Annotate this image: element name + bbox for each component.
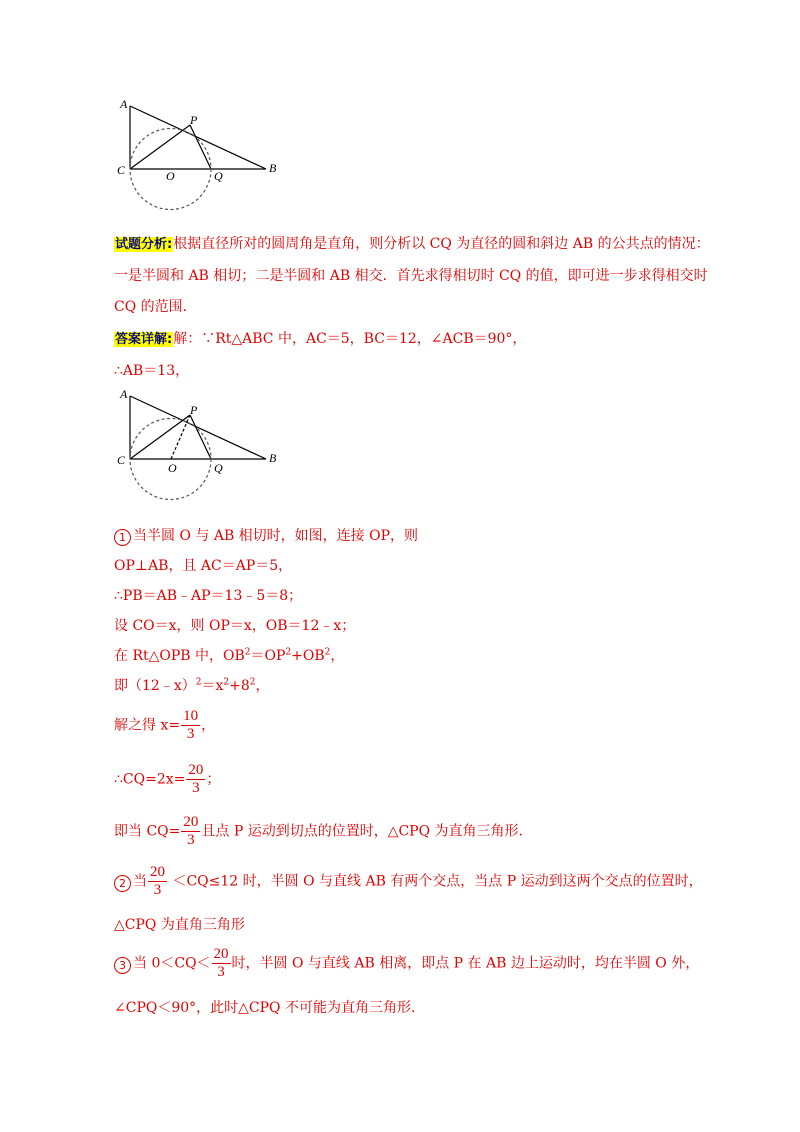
label-A: A bbox=[120, 387, 128, 401]
fraction-20-3: $\frac{20}{3}$ bbox=[183, 814, 199, 848]
answer-line-2: ∴AB＝13， bbox=[114, 363, 190, 379]
case1-line-3: ∴PB＝AB﹣AP＝13﹣5＝8； bbox=[114, 588, 303, 604]
case1-line-1: 1 当半圆 O 与 AB 相切时，如图，连接 OP，则 bbox=[114, 526, 418, 546]
case3-line-1: 3 当 0＜CQ＜ $\frac{20}{3}$ 时，半圆 O 与直线 AB 相离，即点 P 在 AB 边上运动时，均在半圆 O 外， bbox=[114, 946, 699, 981]
label-O: O bbox=[168, 461, 177, 475]
fraction-20-3: $\frac{20}{3}$ bbox=[213, 946, 229, 980]
case1-line-5: 在 Rt△OPB 中，$OB^2=OP^2+OB^2$， bbox=[114, 647, 345, 664]
label-B: B bbox=[269, 451, 277, 465]
fraction-20-3: $\frac{20}{3}$ bbox=[150, 864, 165, 898]
case1-line-4: 设 CO＝x，则 OP＝x，OB＝12﹣x； bbox=[114, 618, 356, 634]
analysis-tag: 试题分析: bbox=[115, 237, 173, 252]
circled-number-1: 1 bbox=[114, 529, 131, 546]
fraction-10-3: $\frac{10}{3}$ bbox=[183, 708, 199, 742]
label-P: P bbox=[190, 403, 198, 417]
figure-1-svg bbox=[114, 94, 294, 214]
figure-2-svg bbox=[114, 384, 294, 504]
label-A: A bbox=[120, 97, 128, 111]
circled-number-3: 3 bbox=[114, 957, 131, 974]
geometry-figure-1 bbox=[114, 94, 294, 218]
answer-tag: 答案详解: bbox=[115, 332, 173, 347]
label-B: B bbox=[269, 161, 277, 175]
label-O: O bbox=[166, 169, 175, 183]
label-Q: Q bbox=[214, 169, 223, 183]
label-Q: Q bbox=[214, 461, 223, 475]
case1-line-6: 即$(12﹣x)^2=x^2+8^2$， bbox=[114, 677, 270, 694]
analysis-line-2: 一是半圆和 AB 相切；二是半圆和 AB 相交．首先求得相切时 CQ 的值，即可进一步求得相交时 bbox=[114, 268, 708, 284]
answer-line-1: 答案详解:解：∵Rt△ABC 中，AC＝5，BC＝12，∠ACB＝90°， bbox=[115, 331, 527, 347]
analysis-line-1: 试题分析:根据直径所对的圆周角是直角，则分析以 CQ 为直径的圆和斜边 AB 的公共点的情况： bbox=[115, 236, 710, 252]
analysis-line-3: CQ 的范围． bbox=[114, 299, 197, 315]
geometry-figure-2 bbox=[114, 384, 294, 508]
circled-number-2: 2 bbox=[114, 875, 131, 892]
case1-line-8: ∴CQ=2x= $\frac{20}{3}$ ； bbox=[114, 762, 221, 796]
label-C: C bbox=[117, 453, 126, 467]
case1-line-7: 解之得 x= $\frac{10}{3}$ ， bbox=[114, 708, 216, 742]
case1-line-9: 即当 CQ= $\frac{20}{3}$ 且点 P 运动到切点的位置时，△CPQ 为直角三角形． bbox=[114, 814, 533, 848]
label-C: C bbox=[117, 163, 126, 177]
case1-line-2: OP⊥AB，且 AC＝AP＝5， bbox=[114, 558, 293, 574]
case3-line-2: ∠CPQ＜90°，此时△CPQ 不可能为直角三角形． bbox=[114, 1000, 425, 1016]
case2-line-2: △CPQ 为直角三角形 bbox=[114, 917, 245, 933]
case2-line-1: 2 当 $\frac{20}{3}$ ＜CQ≤12 时，半圆 O 与直线 AB 有两个交点，当点 P 运动到这两个交点的位置时， bbox=[114, 864, 703, 899]
label-P: P bbox=[190, 113, 198, 127]
fraction-20-3: $\frac{20}{3}$ bbox=[188, 762, 204, 796]
